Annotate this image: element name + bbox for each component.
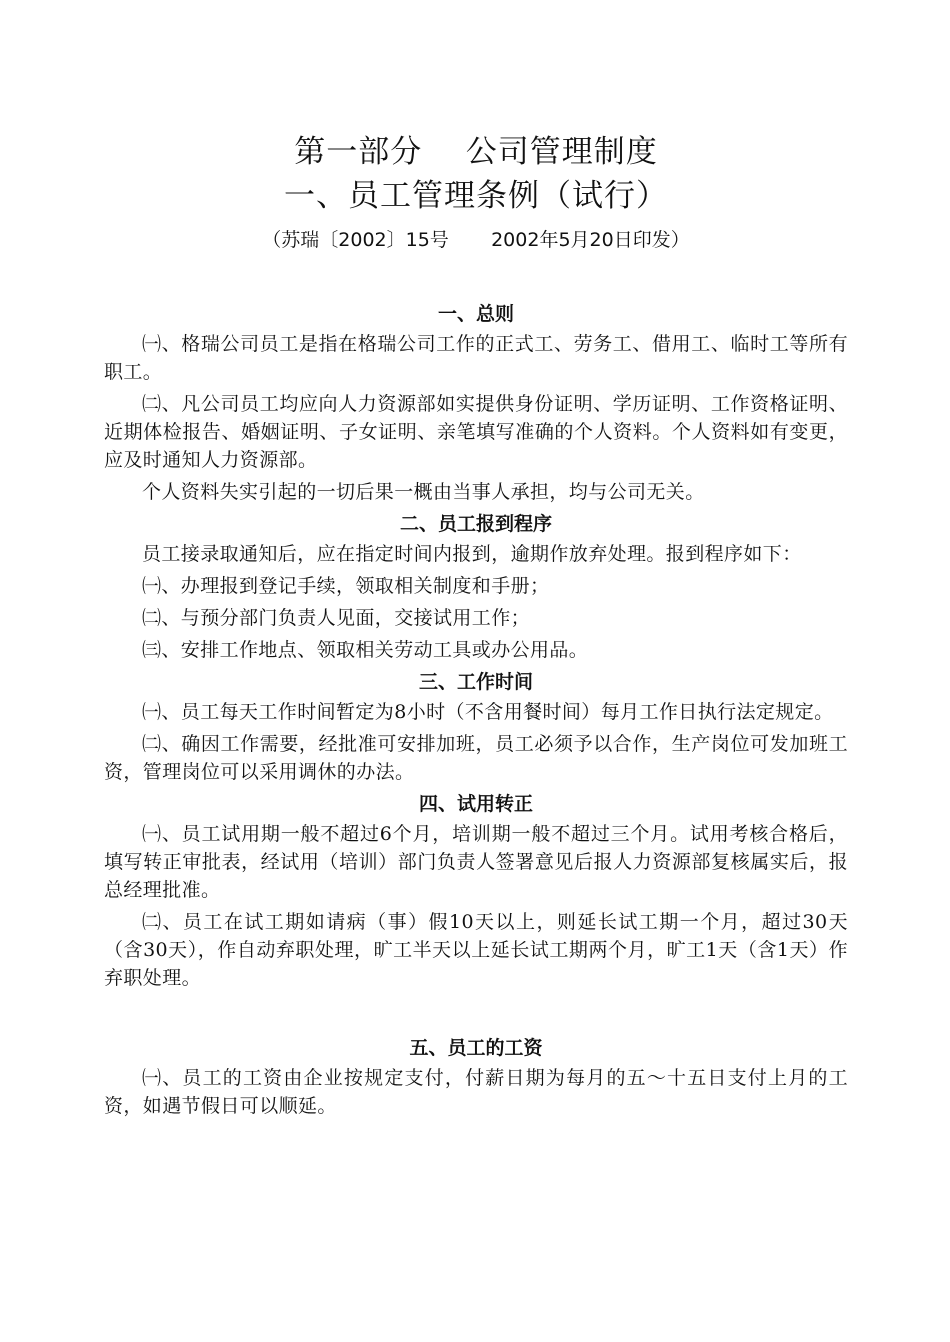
- issue-info: （苏瑞〔2002〕15号 2002年5月20日印发）: [262, 229, 690, 251]
- section-wages: [104, 1034, 848, 1120]
- paragraph: ㈢、安排工作地点、领取相关劳动工具或办公用品。: [142, 639, 589, 661]
- section-heading: 一、总则: [437, 303, 514, 325]
- document-body: [104, 300, 848, 1120]
- paragraph: ㈠、办理报到登记手续，领取相关制度和手册；: [142, 575, 550, 597]
- section-reporting-procedure: [104, 510, 848, 664]
- paragraph: ㈡、与预分部门负责人见面，交接试用工作；: [142, 607, 531, 629]
- paragraph: ㈡、确因工作需要，经批准可安排加班，员工必须予以合作，生产岗位可发加班工资，管理岗位可以采用调休的办法。: [104, 733, 848, 783]
- section-spacer: [104, 996, 848, 1032]
- section-working-hours: [104, 668, 848, 786]
- part-title: 第一部分 公司管理制度: [294, 134, 658, 170]
- paragraph: 员工接录取通知后，应在指定时间内报到，逾期作放弃处理。报到程序如下：: [142, 543, 802, 565]
- document-page: [104, 130, 848, 1124]
- paragraph: ㈠、员工的工资由企业按规定支付，付薪日期为每月的五～十五日支付上月的工资，如遇节假日可以顺延。: [104, 1067, 848, 1117]
- section-heading: 五、员工的工资: [409, 1037, 543, 1059]
- paragraph: ㈠、格瑞公司员工是指在格瑞公司工作的正式工、劳务工、借用工、临时工等所有职工。: [104, 333, 848, 383]
- paragraph: ㈠、员工每天工作时间暂定为8小时（不含用餐时间）每月工作日执行法定规定。: [142, 701, 834, 723]
- paragraph: 个人资料失实引起的一切后果一概由当事人承担，均与公司无关。: [142, 481, 705, 503]
- section-heading: 三、工作时间: [418, 671, 533, 693]
- section-heading: 四、试用转正: [418, 793, 533, 815]
- document-title: 一、员工管理条例（试行）: [284, 178, 668, 214]
- section-general: [104, 300, 848, 506]
- paragraph: ㈡、凡公司员工均应向人力资源部如实提供身份证明、学历证明、工作资格证明、近期体检报告、婚姻证明、子女证明、亲笔填写准确的个人资料。个人资料如有变更，应及时通知人力资源部。: [104, 393, 848, 471]
- paragraph: ㈠、员工试用期一般不超过6个月，培训期一般不超过三个月。试用考核合格后，填写转正审批表，经试用（培训）部门负责人签署意见后报人力资源部复核属实后，报总经理批准。: [104, 823, 848, 901]
- section-probation: [104, 790, 848, 992]
- paragraph: ㈡、员工在试工期如请病（事）假10天以上，则延长试工期一个月，超过30天（含30天），作自动弃职处理，旷工半天以上延长试工期两个月，旷工1天（含1天）作弃职处理。: [104, 911, 848, 989]
- section-heading: 二、员工报到程序: [399, 513, 552, 535]
